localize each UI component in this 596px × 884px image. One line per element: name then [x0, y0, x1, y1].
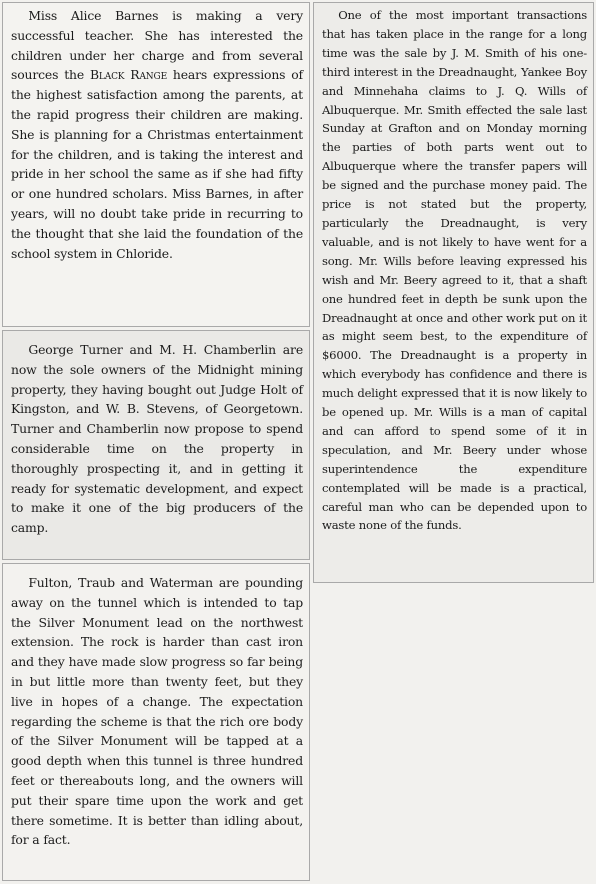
article-turner-chamberlin-text: George Turner and M. H. Chamberlin are now the sole owners of the Midnight mining property, they having bought out Judge Holt of Kingston, and W. B. Stevens, of Georgetown. Turner and Chamberlin now propose to spend considerable time on the property in thoroughly prospecting it, and in getting it ready for systematic development, and expect to make it one of the big producers of the camp.	[11, 342, 303, 536]
article-turner-chamberlin	[2, 330, 310, 560]
article-fulton-traub-waterman-text: Fulton, Traub and Waterman are pounding away on the tunnel which is intended to tap the Silver Monument lead on the northwest extension. The rock is harder than cast iron and they have made slow progress so far being in but little more than twenty feet, but they live in hopes of a change. The expectation regarding the scheme is that the rich ore body of the Silver Monument will be tapped at a good depth when this tunnel is three hundred feet or thereabouts long, and the owners will put their spare time upon the work and get there sometime. It is better than idling about, for a fact.	[11, 575, 303, 848]
article-alice-barnes-text-part1: Miss Alice Barnes is making a very successful teacher. She has interested the children under her charge and from several sources the	[11, 8, 303, 83]
article-alice-barnes-text-part2: hears expressions of the highest satisfaction among the parents, at the rapid progress their children are making. She is planning for a Christmas entertainment for the children, and is taking the interest and pride in her school the same as if she had fifty or one hundred scholars. Miss Barnes, in after years, will no doubt take pride in recurring to the thought that she laid the foundation of the school system in Chloride.	[11, 67, 303, 261]
article-fulton-traub-waterman	[2, 563, 310, 881]
newspaper-name: Black Range	[89, 67, 167, 83]
article-dreadnaught-sale	[313, 2, 594, 583]
article-alice-barnes	[2, 2, 310, 327]
article-alice-barnes-text	[11, 6, 303, 263]
article-dreadnaught-sale-text: One of the most important transactions that has taken place in the range for a long time was the sale by J. M. Smith of his one-third interest in the Dreadnaught, Yankee Boy and Minnehaha claims to J. Q. Wills of Albuquerque. Mr. Smith effected the sale last Sunday at Grafton and on Monday morning the parties of both parts went out to Albuquerque where the transfer papers will be signed and the purchase money paid. The price is not stated but the property, particularly the Dreadnaught, is very valuable, and is not likely to have went for a song. Mr. Wills before leaving expressed his wish and Mr. Beery agreed to it, that a shaft one hundred feet in depth be sunk upon the Dreadnaught at once and other work put on it as might seem best, to the expenditure of $6000. The Dreadnaught is a property in which everybody has confidence and there is much delight expressed that it is now likely to be opened up. Mr. Wills is a man of capital and can afford to spend some of it in speculation, and Mr. Beery under whose superintendence the expenditure contemplated will be made is a practical, careful man who can be depended upon to waste none of the funds.	[322, 8, 587, 533]
